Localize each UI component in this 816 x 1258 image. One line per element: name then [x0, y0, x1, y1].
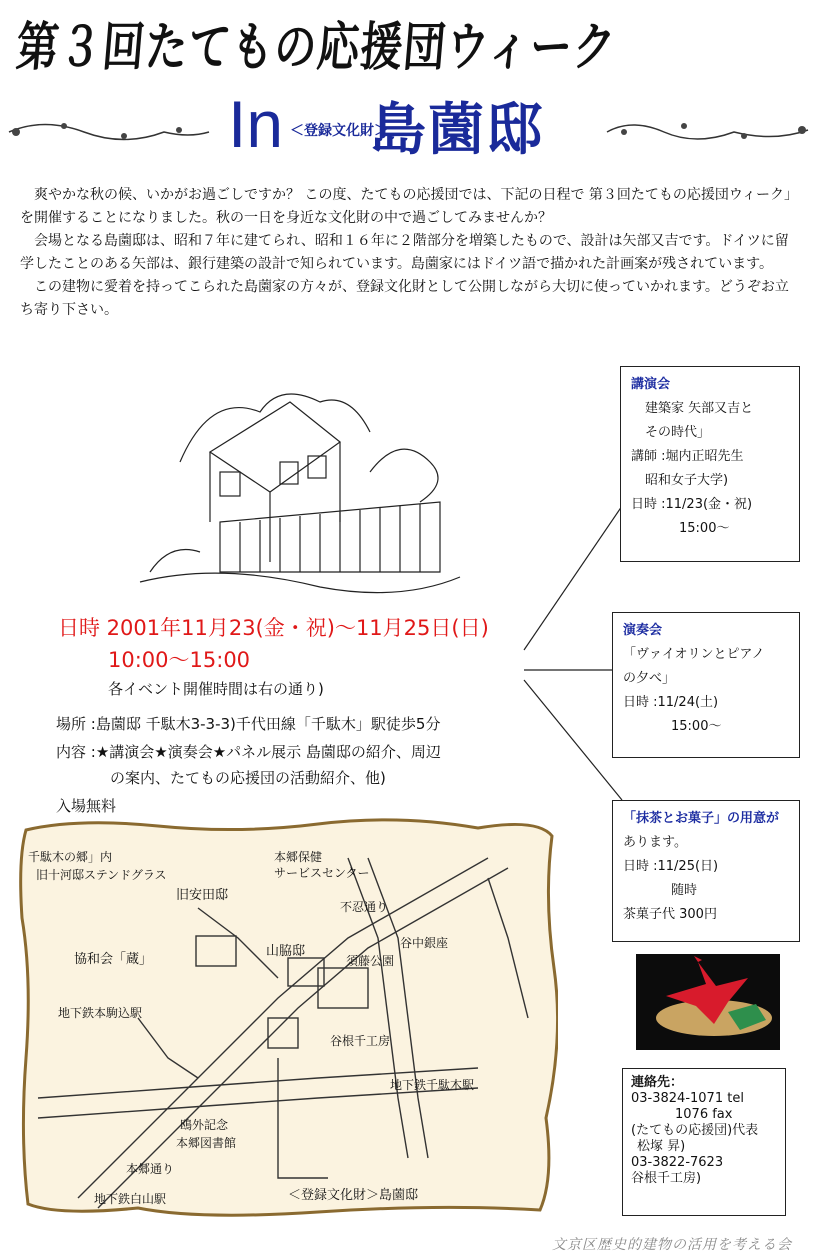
- concert-title-cont: の夕べ」: [623, 671, 676, 686]
- map-label: 鴎外記念: [180, 1118, 229, 1132]
- map-label: 須藤公園: [346, 954, 395, 968]
- lecture-box: [620, 366, 800, 562]
- venue-name: 島薗邸: [370, 98, 544, 163]
- event-time-note: 各イベント開催時間は右の通り): [108, 680, 324, 698]
- map-label: 旧十河邸ステンドグラス: [36, 868, 167, 882]
- lecture-title: 建築家 矢部又吉と: [645, 401, 754, 416]
- page-title: 第３回たてもの応援団ウィーク: [14, 16, 619, 78]
- lecture-speaker: 講師 :堀内正昭先生: [631, 449, 744, 464]
- tea-announcement: 「抹茶とお菓子」の用意が: [623, 811, 780, 826]
- map-label: 旧安田邸: [176, 888, 229, 903]
- subtitle-in: In: [228, 87, 284, 161]
- intro-text: [20, 184, 800, 322]
- area-map: [18, 818, 558, 1218]
- origami-crane-image: [636, 954, 780, 1050]
- contact-fax: 1076 fax: [675, 1107, 733, 1122]
- concert-time: 15:00〜: [671, 719, 722, 734]
- contact-org: (たてもの応援団)代表: [631, 1123, 759, 1138]
- map-label: サービスセンター: [274, 866, 370, 880]
- contact-label: 連絡先：: [631, 1075, 684, 1090]
- event-content: 内容 :★講演会★演奏会★パネル展示 島薗邸の紹介、周辺: [56, 743, 441, 761]
- map-label: 千駄木の郷」内: [28, 850, 113, 864]
- map-label: 谷中銀座: [400, 936, 449, 950]
- lecture-title-cont: その時代」: [645, 425, 711, 440]
- intro-paragraph: 爽やかな秋の候、いかがお過ごしですか？ この度、たてもの応援団では、下記の日程で 第３回たてもの応援団ウィーク」を開催することになりました。秋の一日を身近な文化財の中で過ごしてみませんか？: [20, 187, 799, 226]
- map-label: 地下鉄千駄木駅: [390, 1078, 475, 1092]
- contact-rep: 松塚 昇): [637, 1139, 686, 1154]
- map-label: 谷根千工房: [330, 1034, 391, 1048]
- tea-box: [612, 800, 800, 942]
- tea-time: 随時: [671, 883, 698, 898]
- map-label-venue: ＜登録文化財＞島薗邸: [288, 1188, 419, 1203]
- lecture-heading: 講演会: [631, 377, 671, 392]
- map-label: 本郷図書館: [176, 1136, 237, 1150]
- map-label: 不忍通り: [340, 900, 389, 914]
- registered-label: ＜登録文化財＞: [290, 123, 388, 139]
- event-place: 場所 :島薗邸 千駄木3-3-3)千代田線「千駄木」駅徒歩5分: [56, 715, 441, 733]
- event-content-cont: の案内、たてもの応援団の活動紹介、他): [110, 769, 386, 787]
- admission: 入場無料: [56, 797, 117, 815]
- intro-paragraph: この建物に愛着を持ってこられた島薗家の方々が、登録文化財として公開しながら大切に使っていかれます。どうぞお立ち寄り下さい。: [20, 279, 789, 318]
- map-label: 協和会「蔵」: [74, 952, 153, 967]
- footer-organizer: 文京区歴史的建物の活用を考える会: [552, 1237, 792, 1253]
- concert-title: 「ヴァイオリンとピアノ: [623, 647, 765, 662]
- house-illustration: [120, 372, 470, 612]
- map-label: 山脇邸: [266, 944, 306, 959]
- event-date: 日時 2001年11月23(金・祝)〜11月25日(日): [58, 616, 489, 640]
- ornament-right: [604, 112, 812, 152]
- contact-tel: 03-3824-1071 tel: [631, 1091, 744, 1106]
- intro-paragraph: 会場となる島薗邸は、昭和７年に建てられ、昭和１６年に２階部分を増築したもので、設計は矢部又吉です。ドイツに留学したことのある矢部は、銀行建築の設計で知られています。島薗家にはドイツ語で描かれた計画案が残されています。: [20, 233, 789, 272]
- tea-announcement-cont: あります。: [623, 835, 687, 850]
- contact-tel2: 03-3822-7623: [631, 1155, 724, 1170]
- concert-date: 日時 :11/24(土): [623, 695, 719, 710]
- concert-heading: 演奏会: [623, 623, 663, 638]
- lecture-affiliation: 昭和女子大学): [645, 473, 729, 488]
- concert-box: [612, 612, 800, 758]
- contact-org2: 谷根千工房): [631, 1171, 702, 1186]
- tea-date: 日時 :11/25(日): [623, 859, 719, 874]
- map-label: 地下鉄白山駅: [94, 1192, 167, 1206]
- map-label: 本郷通り: [126, 1162, 175, 1176]
- lecture-date: 日時 :11/23(金・祝): [631, 497, 753, 512]
- tea-price: 茶菓子代 300円: [623, 907, 717, 922]
- ornament-left: [4, 112, 214, 152]
- map-label: 地下鉄本駒込駅: [58, 1006, 143, 1020]
- map-label: 本郷保健: [274, 850, 323, 864]
- contact-box: [622, 1068, 786, 1216]
- lecture-time: 15:00〜: [679, 521, 730, 536]
- event-time: 10:00〜15:00: [108, 648, 251, 672]
